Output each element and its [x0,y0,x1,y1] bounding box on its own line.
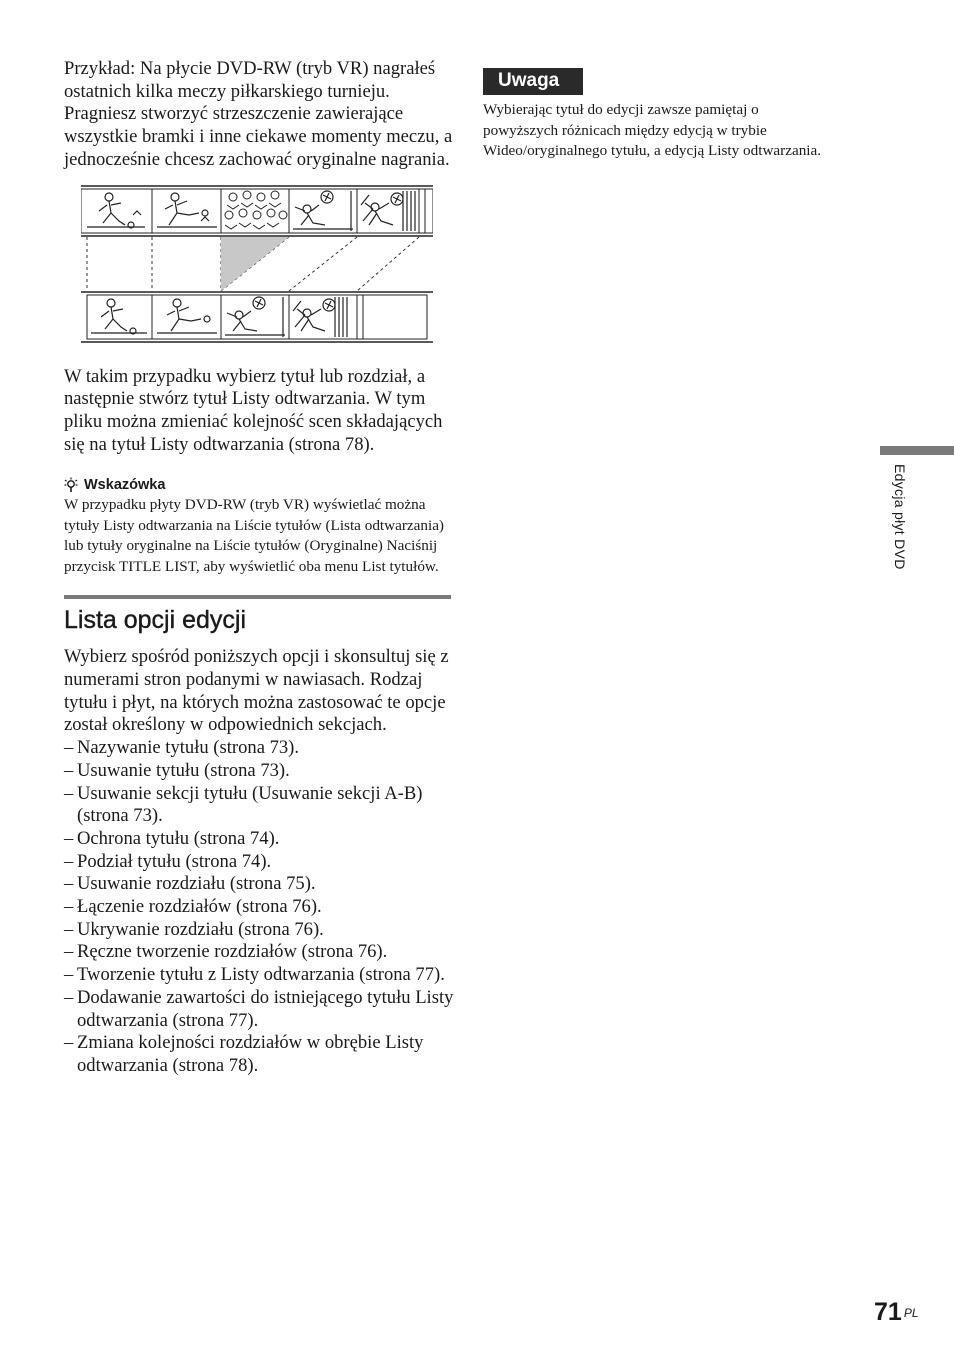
original-title-strip [81,186,433,236]
playlist-diagram [81,185,433,345]
playlist-paragraph: W takim przypadku wybierz tytuł lub rozdział, a następnie stwórz tytuł Listy odtwarzania. W tym pliku można zmieniać kolejność scen składających się na tytuł Listy odtwarzania (strona 78). [64,365,443,455]
list-item: – Usuwanie sekcji tytułu (Usuwanie sekcji A-B) (strona 73). [64,783,454,828]
side-section-label: Edycja płyt DVD [892,464,908,570]
page-language-suffix: PL [903,1306,919,1320]
list-item: – Dodawanie zawartości do istniejącego tytułu Listy odtwarzania (strona 77). [64,987,454,1032]
left-column [64,58,454,1078]
side-tab-bar [880,446,954,455]
page-number-value: 71 [874,1298,902,1326]
lightbulb-icon [64,477,78,493]
tip-heading-text: Wskazówka [84,477,166,494]
playlist-diagram-svg [81,185,433,345]
note-body: Wybierając tytuł do edycji zawsze pamiętaj o powyższych różnicach między edycją w trybie Wideo/oryginalnego tytułu, a edycją Listy odtwarzania. [483,101,822,159]
note-badge: Uwaga [483,68,583,95]
tip-body: W przypadku płyty DVD-RW (tryb VR) wyświetlać można tytuły Listy odtwarzania na Liście tytułów (Lista odtwarzania) lub tytuły oryginalne na Liście tytułów (Oryginalne) Naciśnij przycisk TITLE LIST, aby wyświetlić oba menu List tytułów. [64,496,444,575]
section-intro: Wybierz spośród poniższych opcji i skonsultuj się z numerami stron podanymi w nawiasach. Rodzaj tytułu i płyt, na których można zastosować te opcje został określony w odpowiednich sekcjach. [64,646,449,736]
right-column [483,68,833,162]
list-item: – Tworzenie tytułu z Listy odtwarzania (strona 77). [64,964,454,987]
section-rule [64,595,451,599]
list-item: – Nazywanie tytułu (strona 73). [64,737,454,760]
list-item: – Ukrywanie rozdziału (strona 76). [64,919,454,942]
page-number [874,1298,919,1327]
list-item: – Ręczne tworzenie rozdziałów (strona 76). [64,941,454,964]
list-item: – Usuwanie rozdziału (strona 75). [64,873,454,896]
removed-scene-shading [221,237,289,291]
list-item: – Łączenie rozdziałów (strona 76). [64,896,454,919]
section-title: Lista opcji edycji [64,606,247,635]
playlist-title-strip [81,292,433,342]
list-item: – Usuwanie tytułu (strona 73). [64,760,454,783]
tip-heading [64,476,454,494]
list-item: – Ochrona tytułu (strona 74). [64,828,454,851]
intro-paragraph: Przykład: Na płycie DVD-RW (tryb VR) nagrałeś ostatnich kilka meczy piłkarskiego turnieju. Pragniesz stworzyć strzeszczenie zawierające wszystkie bramki i inne ciekawe momenty meczu, a jednocześnie chcesz zachować oryginalne nagrania. [64,58,453,170]
list-item: – Zmiana kolejności rozdziałów w obrębie Listy odtwarzania (strona 78). [64,1032,454,1077]
edit-options-list [64,737,454,1078]
list-item: – Podział tytułu (strona 74). [64,851,454,874]
